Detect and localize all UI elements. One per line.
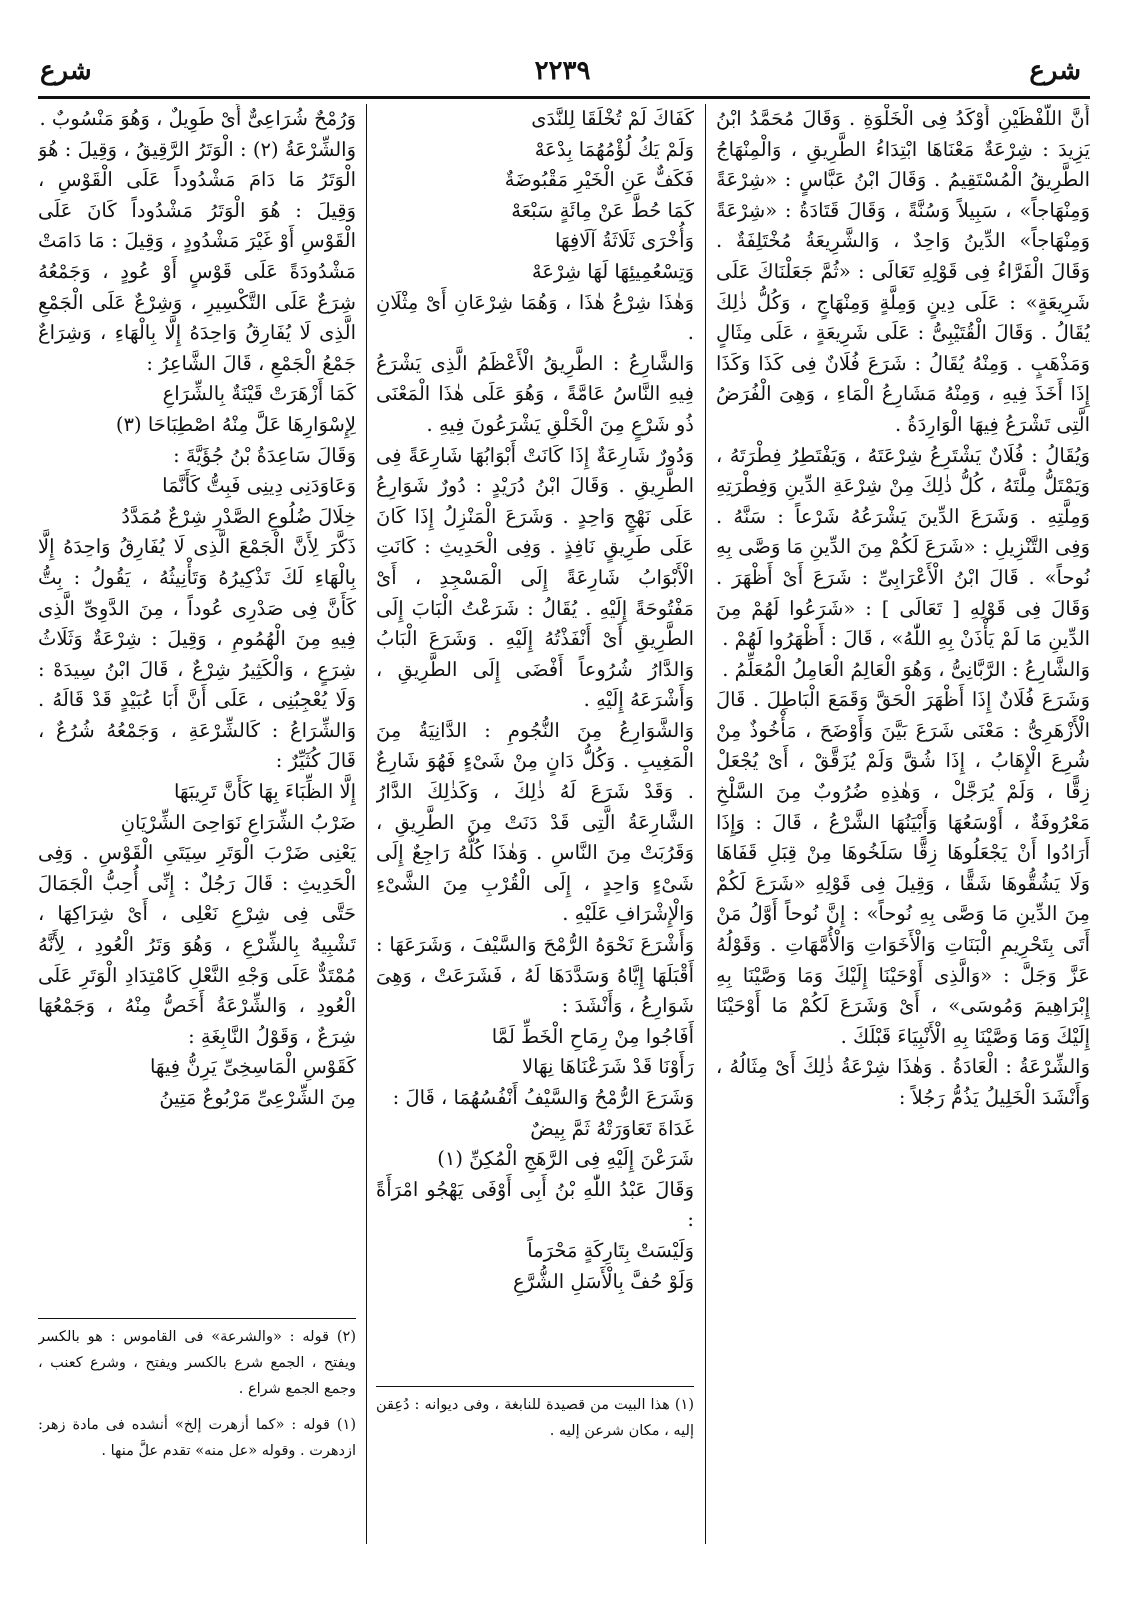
header-rule: [38, 96, 1090, 99]
footnote-left-1: (١) قوله : «كما أزهرت إلخ» أنشده فى مادة زهر: ازدهرت . وقوله «عل منه» تقدم علَّ منها .: [38, 1417, 356, 1459]
footnote-rule-left: [38, 1318, 356, 1319]
footnote-rule-middle: [376, 1386, 694, 1387]
footnote-left-2: (٢) قوله : «والشرعة» فى القاموس : هو بالكسر ويفتح ، الجمع شرع بالكسر ويفتح ، وشرع كعنب ، وجمع الجمع شراع .: [38, 1329, 356, 1397]
header-entry-left: شرع: [40, 56, 92, 86]
column-divider-right: [705, 104, 706, 1544]
column-right-text: أَنَّ اللَّفْظَيْنِ أَوْكَدُ فِى الْخَلْوَةِ . وَقَالَ مُحَمَّدُ ابْنُ يَزِيدَ : شِرْعَةٌ مَعْنَاهَا ابْتِدَاءُ الطَّرِيقِ ، وَالْمِنْهَاجُ الطَّرِيقُ الْمُسْتَقِيمُ . وَقَالَ ابْنُ عَبَّاسٍ : «شِرْعَةً وَمِنْهَاجاً» ، سَبِيلاً وَسُنَّةً ، وَقَالَ قَتَادَةُ : «شِرْعَةً وَمِنْهَاجاً» الدِّينُ وَاحِدٌ ، وَالشَّرِيعَةُ مُخْتَلِفَةٌ . وَقَالَ الْفَرَّاءُ فِى قَوْلِهِ تَعَالَى : «ثُمَّ جَعَلْنَاكَ عَلَى شَرِيعَةٍ» : عَلَى دِينٍ وَمِلَّةٍ وَمِنْهَاجٍ ، وَكُلُّ ذٰلِكَ يُقَالُ . وَقَالَ الْقُتَيْبِىُّ : عَلَى شَرِيعَةٍ ، عَلَى مِثَالٍ وَمَذْهَبٍ . وَمِنْهُ يُقَالُ : شَرَعَ فُلَانٌ فِى كَذَا وَكَذَا إِذَا أَخَذَ فِيهِ ، وَمِنْهُ مَشَارِعُ الْمَاءِ ، وَهِىَ الْفُرَضُ الَّتِى تَشْرَعُ فِيهَا الْوَارِدَةُ . وَيُقَالُ : فُلَانٌ يَشْتَرِعُ شِرْعَتَهُ ، وَيَفْتَطِرُ فِطْرَتَهُ ، وَيَمْتَلُّ مِلَّتَهُ ، كُلُّ ذٰلِكَ مِنْ شِرْعَةِ الدِّينِ وَفِطْرَتِهِ وَمِلَّتِهِ . وَشَرَعَ الدِّينَ يَشْرَعُهُ شَرْعاً : سَنَّهُ . وَفِى التَّنْزِيلِ : «شَرَعَ لَكُمْ مِنَ الدِّينِ مَا وَصَّى بِهِ نُوحاً» . قَالَ ابْنُ الْأَعْرَابِىِّ : شَرَعَ أَىْ أَظْهَرَ . وَقَالَ فِى قَوْلِهِ [ تَعَالَى ] : «شَرَعُوا لَهُمْ مِنَ الدِّينِ مَا لَمْ يَأْذَنْ بِهِ اللّٰهُ» ، قَالَ : أَظْهَرُوا لَهُمْ . وَالشَّارِعُ : الرَّبَّانِىُّ ، وَهُوَ الْعَالِمُ الْعَامِلُ الْمُعَلِّمُ . وَشَرَعَ فُلَانٌ إِذَا أَظْهَرَ الْحَقَّ وَقَمَعَ الْبَاطِلَ . قَالَ الْأَزْهَرِىُّ : مَعْنَى شَرَعَ بَيَّنَ وَأَوْضَحَ ، مَأْخُوذٌ مِنْ شُرِعَ الْإِهَابُ ، إِذَا شُقَّ وَلَمْ يُزَقَّقْ ، أَىْ يُجْعَلْ زِقًّا ، وَلَمْ يُرَجَّلْ ، وَهٰذِهِ ضُرُوبٌ مِنَ السَّلْخِ مَعْرُوفَةٌ ، أَوْسَعُهَا وَأَبْيَنُهَا الشَّرْعُ ، قَالَ : وَإِذَا أَرَادُوا أَنْ يَجْعَلُوهَا زِقًّا سَلَخُوهَا مِنْ قِبَلِ قَفَاهَا وَلَا يَشُقُّوهَا شَقًّا ، وَقِيلَ فِى قَوْلِهِ «شَرَعَ لَكُمْ مِنَ الدِّينِ مَا وَصَّى بِهِ نُوحاً» : إِنَّ نُوحاً أَوَّلُ مَنْ أَتَى بِتَحْرِيمِ الْبَنَاتِ وَالْأَخَوَاتِ وَالْأُمَّهَاتِ . وَقَوْلُهُ عَزَّ وَجَلَّ : «وَالَّذِى أَوْحَيْنَا إِلَيْكَ وَمَا وَصَّيْنَا بِهِ إِبْرَاهِيمَ وَمُوسَى» ، أَىْ وَشَرَعَ لَكُمْ مَا أَوْحَيْنَا إِلَيْكَ وَمَا وَصَّيْنَا بِهِ الْأَنْبِيَاءَ قَبْلَكَ . وَالشِّرْعَةُ : الْعَادَةُ . وَهٰذَا شِرْعَةُ ذٰلِكَ أَىْ مِثَالُهُ ، وَأَنْشَدَ الْخَلِيلُ يَذُمُّ رَجُلاً :: [716, 107, 1090, 1109]
column-divider-left: [366, 104, 367, 1544]
column-middle: [376, 104, 694, 1374]
page-header: [0, 52, 1125, 96]
column-right: [716, 104, 1090, 1544]
header-entry-right: شرع: [1029, 56, 1081, 86]
column-left-text: وَرُمْحٌ شُرَاعِىٌّ أَىْ طَوِيلٌ ، وَهُوَ مَنْسُوبٌ . وَالشِّرْعَةُ (٢) : الْوَتَرُ الرَّقِيقُ ، وَقِيلَ : هُوَ الْوَتَرُ مَا دَامَ مَشْدُوداً عَلَى الْقَوْسِ ، وَقِيلَ : هُوَ الْوَتَرُ مَشْدُوداً كَانَ عَلَى الْقَوْسِ أَوْ غَيْرَ مَشْدُودٍ ، وَقِيلَ : مَا دَامَتْ مَشْدُودَةً عَلَى قَوْسٍ أَوْ عُودٍ ، وَجَمْعُهُ شِرَعٌ عَلَى التَّكْسِيرِ ، وَشِرْعٌ عَلَى الْجَمْعِ الَّذِى لَا يُفَارِقُ وَاحِدَهُ إِلَّا بِالْهَاءِ ، وَشِرَاعٌ جَمْعُ الْجَمْعِ ، قَالَ الشَّاعِرُ : كَمَا أَزْهَرَتْ قَيْنَةٌ بِالشِّرَاعِ لِإِسْوَارِهَا عَلَّ مِنْهُ اصْطِبَاحَا (٣) وَقَالَ سَاعِدَةُ بْنُ جُؤَيَّةَ : وَعَاوَدَنِى دِينِى فَبِتُّ كَأَنَّمَا خِلَالَ ضُلُوعِ الصَّدْرِ شِرْعٌ مُمَدَّدُ ذَكَّرَ لِأَنَّ الْجَمْعَ الَّذِى لَا يُفَارِقُ وَاحِدَهُ إِلَّا بِالْهَاءِ لَكَ تَذْكِيرُهُ وَتَأْنِيثُهُ ، يَقُولُ : بِتُّ كَأَنَّ فِى صَدْرِى عُوداً ، مِنَ الدَّوِىِّ الَّذِى فِيهِ مِنَ الْهُمُومِ ، وَقِيلَ : شِرْعَةٌ وَثَلَاثُ شِرَعٍ ، وَالْكَثِيرُ شِرْعٌ ، قَالَ ابْنُ سِيدَهْ : وَلَا يُعْجِبُنِى ، عَلَى أَنَّ أَبَا عُبَيْدٍ قَدْ قَالَهُ . وَالشِّرَاعُ : كَالشِّرْعَةِ ، وَجَمْعُهُ شُرُعٌ ، قَالَ كُثَيِّرٌ : إِلَّا الظِّبَاءَ بِهَا كَأَنَّ تَرِيبَهَا ضَرْبُ الشِّرَاعِ نَوَاحِىَ الشِّرْيَانِ يَعْنِى ضَرْبَ الْوَتَرِ سِيَتَىِ الْقَوْسِ . وَفِى الْحَدِيثِ : قَالَ رَجُلٌ : إِنِّى أُحِبُّ الْجَمَالَ حَتَّى فِى شِرْعِ نَعْلِى ، أَىْ شِرَاكِهَا ، تَشْبِيهٌ بِالشِّرْعِ ، وَهُوَ وَتَرُ الْعُودِ ، لِأَنَّهُ مُمْتَدٌّ عَلَى وَجْهِ النَّعْلِ كَامْتِدَادِ الْوَتَرِ عَلَى الْعُودِ ، وَالشِّرْعَةُ أَخَصُّ مِنْهُ ، وَجَمْعُهَا شِرَعٌ ، وَقَوْلُ النَّابِغَةِ : كَقَوْسِ الْمَاسِخِىِّ يَرِنُّ فِيهَا مِنَ الشِّرْعِىِّ مَرْبُوعٌ مَتِينُ: [38, 107, 356, 1109]
page-number: ٢٢٣٩: [534, 56, 591, 86]
column-middle-text: كَفَاكَ لَمْ تُخْلَقَا لِلنَّدَى وَلَمْ يَكُ لُؤْمُهُمَا بِدْعَهْ فَكَفٌّ عَنِ الْخَيْرِ مَقْبُوضَةٌ كَمَا حُطَّ عَنْ مِائَةٍ سَبْعَهْ وَأُخْرَى ثَلَاثَةُ آلَافِهَا وَتِسْعُمِيئِهَا لَهَا شِرْعَهْ وَهٰذَا شِرْعُ هٰذَا ، وَهُمَا شِرْعَانِ أَىْ مِثْلَانِ . وَالشَّارِعُ : الطَّرِيقُ الْأَعْظَمُ الَّذِى يَشْرَعُ فِيهِ النَّاسُ عَامَّةً ، وَهُوَ عَلَى هٰذَا الْمَعْنَى ذُو شَرْعٍ مِنَ الْخَلْقِ يَشْرَعُونَ فِيهِ . وَدُورٌ شَارِعَةٌ إِذَا كَانَتْ أَبْوَابُهَا شَارِعَةً فِى الطَّرِيقِ . وَقَالَ ابْنُ دُرَيْدٍ : دُورٌ شَوَارِعُ عَلَى نَهْجٍ وَاحِدٍ . وَشَرَعَ الْمَنْزِلُ إِذَا كَانَ عَلَى طَرِيقٍ نَافِذٍ . وَفِى الْحَدِيثِ : كَانَتِ الْأَبْوَابُ شَارِعَةً إِلَى الْمَسْجِدِ ، أَىْ مَفْتُوحَةً إِلَيْهِ . يُقَالُ : شَرَعْتُ الْبَابَ إِلَى الطَّرِيقِ أَىْ أَنْفَذْتُهُ إِلَيْهِ . وَشَرَعَ الْبَابُ وَالدَّارُ شُرُوعاً أَفْضَى إِلَى الطَّرِيقِ ، وَأَشْرَعَهُ إِلَيْهِ . وَالشَّوَارِعُ مِنَ النُّجُومِ : الدَّانِيَةُ مِنَ الْمَغِيبِ . وَكُلُّ دَانٍ مِنْ شَىْءٍ فَهُوَ شَارِعٌ . وَقَدْ شَرَعَ لَهُ ذٰلِكَ ، وَكَذٰلِكَ الدَّارُ الشَّارِعَةُ الَّتِى قَدْ دَنَتْ مِنَ الطَّرِيقِ ، وَقَرُبَتْ مِنَ النَّاسِ . وَهٰذَا كُلُّهُ رَاجِعٌ إِلَى شَىْءٍ وَاحِدٍ ، إِلَى الْقُرْبِ مِنَ الشَّىْءِ وَالْإِشْرَافِ عَلَيْهِ . وَأَشْرَعَ نَحْوَهُ الرُّمْحَ وَالسَّيْفَ ، وَشَرَعَهَا : أَقْبَلَهَا إِيَّاهُ وَسَدَّدَهَا لَهُ ، فَشَرَعَتْ ، وَهِىَ شَوَارِعُ ، وَأَنْشَدَ : أَفَاجُوا مِنْ رِمَاحِ الْخَطِّ لَمَّا رَأَوْنَا قَدْ شَرَعْنَاهَا نِهَالا وَشَرَعَ الرُّمْحُ وَالسَّيْفُ أَنْفُسُهُمَا ، قَالَ : غَدَاةَ تَعَاوَرَتْهُ ثَمَّ بِيضٌ شَرَعْنَ إِلَيْهِ فِى الرَّهَجِ الْمُكِنِّ (١) وَقَالَ عَبْدُ اللّٰهِ بْنُ أَبِى أَوْفَى يَهْجُو امْرَأَةً : وَلَيْسَتْ بِتَارِكَةٍ مَحْرَماً وَلَوْ حُفَّ بِالْأَسَلِ الشُّرَّعِ: [376, 107, 694, 1293]
footnote-middle: (١) هذا البيت من قصيدة للنابغة ، وفى ديوانه : دُعِقن إليه ، مكان شرعن إليه .: [376, 1397, 694, 1439]
